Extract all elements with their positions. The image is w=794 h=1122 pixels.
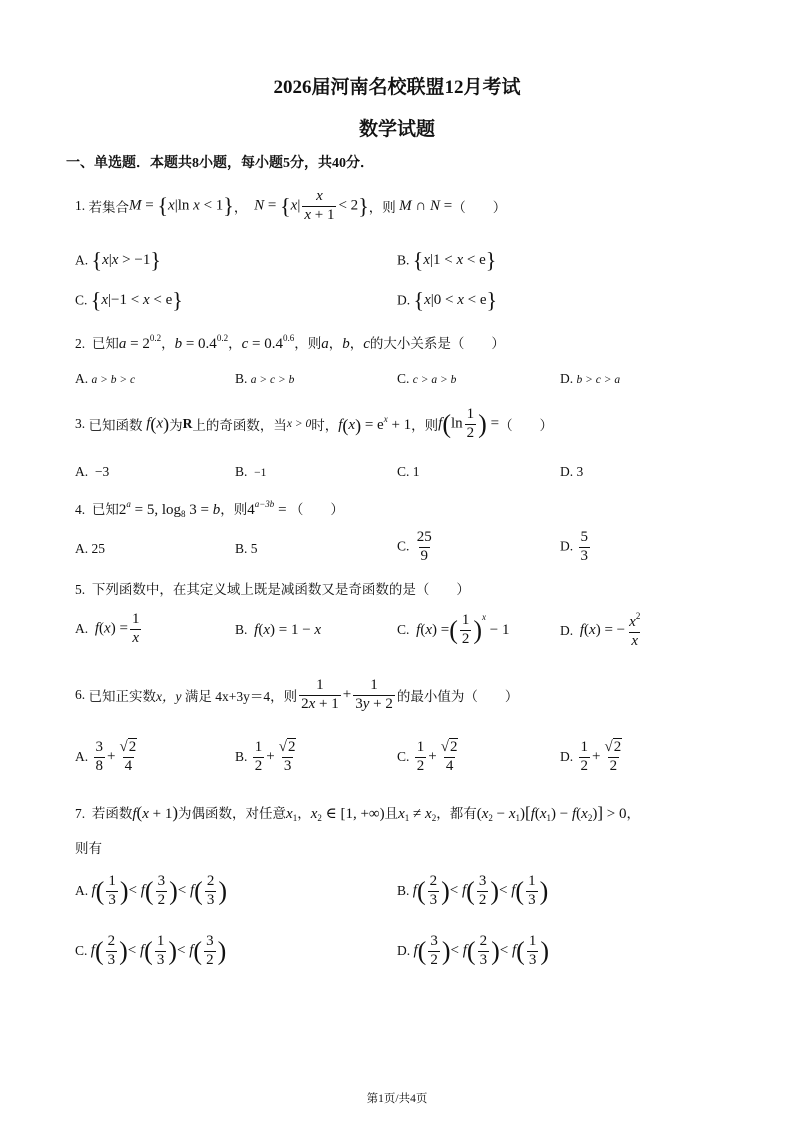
q4-option-d: D. $\frac{5}{3}$ [560, 529, 588, 564]
option-value: 5 [250, 541, 258, 556]
option-value: −3 [94, 464, 110, 479]
option-label: D. [560, 371, 574, 386]
q7-option-a: A. f( $\frac{1}{3}$ )< f( $\frac{3}{2}$ )< f( $\frac{2}{3}$ ) [75, 873, 227, 908]
q2-option-d: D. b > c > a [560, 371, 621, 386]
q2-lead: 已知 [91, 336, 119, 351]
q1-expr: M ∩ N = [399, 197, 453, 214]
q7-lead: 若函数 [91, 806, 133, 821]
q3-real-set: R [182, 416, 193, 431]
option-label: A. [75, 464, 89, 479]
option-label: C. [397, 621, 410, 637]
q1-option-d: D. {x|0 < x < e} [397, 288, 498, 313]
q4-option-a [75, 541, 105, 557]
q7-option-d: D. f( $\frac{3}{2}$ )< f( $\frac{2}{3}$ )< f( $\frac{1}{3}$ ) [397, 933, 549, 968]
q7-mid3: ，都有 [436, 806, 477, 821]
exam-subtitle: 数学试题 [358, 119, 435, 140]
q3-option-a [75, 464, 109, 480]
option-label: A. [75, 621, 89, 637]
option-label: B. [235, 464, 248, 479]
option-label: C. [397, 749, 410, 765]
option-label: C. [397, 464, 410, 479]
q7-option-c: C. f( $\frac{2}{3}$ )< f( $\frac{1}{3}$ )< f( $\frac{3}{2}$ ) [75, 933, 227, 968]
q1-option-a: A. {x|x > −1} [75, 248, 161, 273]
q2-tail: 的大小关系是（ ） [369, 336, 505, 351]
q6-option-c: C. $\frac{1}{2}$ + $\frac{√2}{4}$ [397, 739, 458, 774]
q1-mid: ， [233, 200, 248, 215]
option-label: B. [235, 371, 248, 386]
q6-lead: 已知正实数 [88, 689, 156, 704]
q1-option-b: B. {x|1 < x < e} [397, 248, 497, 273]
q5-text: 下列函数中，在其定义域上既是减函数又是奇函数的是（ ） [91, 582, 470, 597]
q4-lead: 已知 [91, 502, 119, 517]
option-value: 1 [412, 464, 420, 479]
option-label: B. [397, 252, 410, 268]
option-label: A. [75, 749, 89, 765]
q3-option-d [560, 464, 583, 480]
q3-mid3: 时， [311, 418, 339, 433]
q5-option-a: A. f(x) = $\frac{1}{x}$ [75, 611, 140, 646]
q3-option-b [235, 464, 266, 480]
q6-tail: 的最小值为（ ） [396, 689, 519, 704]
q3-mid2: 上的奇函数，当 [192, 418, 287, 433]
section-heading: 一、单选题．本题共8小题，每小题5分，共40分． [66, 156, 374, 171]
option-label: B. [235, 749, 248, 765]
q2-option-c: C. c > a > b [397, 371, 457, 386]
q4-blank: （ ） [289, 502, 344, 517]
option-label: B. [397, 883, 410, 899]
option-label: D. [397, 943, 411, 959]
q5-option-d: D. f(x) = − $\frac{x^2}{x}$ [560, 611, 641, 649]
q2-option-a: A. a > b > c [75, 371, 136, 386]
q7-option-b: B. f( $\frac{2}{3}$ )< f( $\frac{3}{2}$ )< f( $\frac{1}{3}$ ) [397, 873, 549, 908]
q7-number: 7. [75, 806, 86, 821]
q1-option-c: C. {x|−1 < x < e} [75, 288, 183, 313]
option-label: A. [75, 883, 89, 899]
q7-mid1: 为偶函数，对任意 [178, 806, 287, 821]
q6-mid2: ，则 [270, 689, 298, 704]
option-label: A. [75, 371, 89, 386]
q2-c-def: $c = 0.4^{0.6}$ [241, 333, 295, 352]
q6-option-d: D. $\frac{1}{2}$ + $\frac{√2}{2}$ [560, 739, 622, 774]
question-4: 4. 已知$2^a = 5$, $\log_8 3 = b$，则$4^{a-3b}$ = （ ） [75, 499, 344, 519]
q6-option-b: B. $\frac{1}{2}$ + $\frac{√2}{3}$ [235, 739, 296, 774]
exam-title: 2026届河南名校联盟12月考试 [273, 77, 521, 98]
question-5 [75, 578, 470, 598]
q5-option-b: B. f(x) = 1 − x [235, 622, 322, 638]
q4-tail: ，则 [220, 502, 248, 517]
option-label: C. [75, 292, 88, 308]
option-label: D. [560, 538, 574, 554]
q2-option-b: B. a > c > b [235, 371, 295, 386]
q1-lead: 若集合 [88, 200, 129, 215]
q1-number: 1. [75, 198, 86, 213]
option-label: D. [560, 622, 574, 638]
option-label: C. [75, 943, 88, 959]
q6-number: 6. [75, 687, 86, 702]
option-label: C. [397, 371, 410, 386]
question-1 [75, 186, 506, 226]
q7-mid2: 且 [384, 806, 399, 821]
page-number: 第1页/共4页 [366, 1093, 428, 1105]
q1-set-n: N = {x| $\frac{x}{x + 1}$ < 2} [254, 187, 369, 223]
q4-option-c: C. $\frac{25}{9}$ [397, 529, 432, 564]
q5-option-c: C. f(x) =( $\frac{1}{2}$ )$^x$ − 1 [397, 612, 510, 648]
option-label: D. [397, 292, 411, 308]
q3-tail: ，则 [411, 418, 439, 433]
q6-condition: 4x+3y＝4 [215, 689, 271, 704]
q1-set-m: M = {x|ln x < 1} [129, 193, 234, 218]
q3-mid1: 为 [169, 418, 183, 433]
q7-line2: 则有 [75, 841, 102, 856]
q3-number: 3. [75, 416, 86, 431]
q6-mid: 满足 [184, 689, 212, 704]
option-label: D. [560, 749, 574, 765]
option-value: 3 [576, 464, 584, 479]
q1-tail: ，则 [368, 200, 396, 215]
q1-blank: （ ） [452, 200, 507, 215]
question-3: 3. 已知函数 f(x) 为 R 上的奇函数，当 x > 0 时， $f(x) = e^x + 1$ ，则 f(ln $\frac{1}{2}$ ) = （ ） [75, 405, 554, 441]
q3-option-c [397, 464, 420, 480]
q6-option-a: A. $\frac{3}{8}$ + $\frac{√2}{4}$ [75, 739, 137, 774]
q2-b-def: $b = 0.4^{0.2}$ [174, 333, 229, 352]
q5-number: 5. [75, 582, 86, 597]
q3-lead: 已知函数 [88, 418, 143, 433]
q2-number: 2. [75, 336, 86, 351]
q4-number: 4. [75, 502, 86, 517]
option-label: C. [397, 538, 410, 554]
q2-a-def: $a = 2^{0.2}$ [118, 333, 162, 352]
q6-vars: x，y [156, 689, 182, 704]
q3-blank: （ ） [499, 418, 554, 433]
option-label: D. [560, 464, 574, 479]
option-label: A. [75, 541, 89, 556]
question-7: 7. 若函数f(x + 1)为偶函数，对任意$x_1$，$x_2$ ∈ [1, +∞)且$x_1 \ne x_2$，都有$(x_2 - x_1)[f(x_1) - f(x_2)] > 0$， [75, 803, 640, 823]
question-2: 2. 已知$a = 2^{0.2}$，$b = 0.4^{0.2}$，$c = 0.4^{0.6}$，则a，b，c的大小关系是（ ） [75, 333, 505, 352]
option-label: B. [235, 541, 248, 556]
option-value: −1 [254, 467, 267, 479]
q4-option-b [235, 541, 258, 557]
option-value: 25 [91, 541, 105, 556]
option-label: A. [75, 252, 89, 268]
question-6: 6. 已知正实数 x，y 满足 4x+3y＝4 ，则 $\frac{1}{2x + 1}$ + $\frac{1}{3y + 2}$ 的最小值为（ ） [75, 676, 519, 712]
option-label: B. [235, 622, 248, 637]
